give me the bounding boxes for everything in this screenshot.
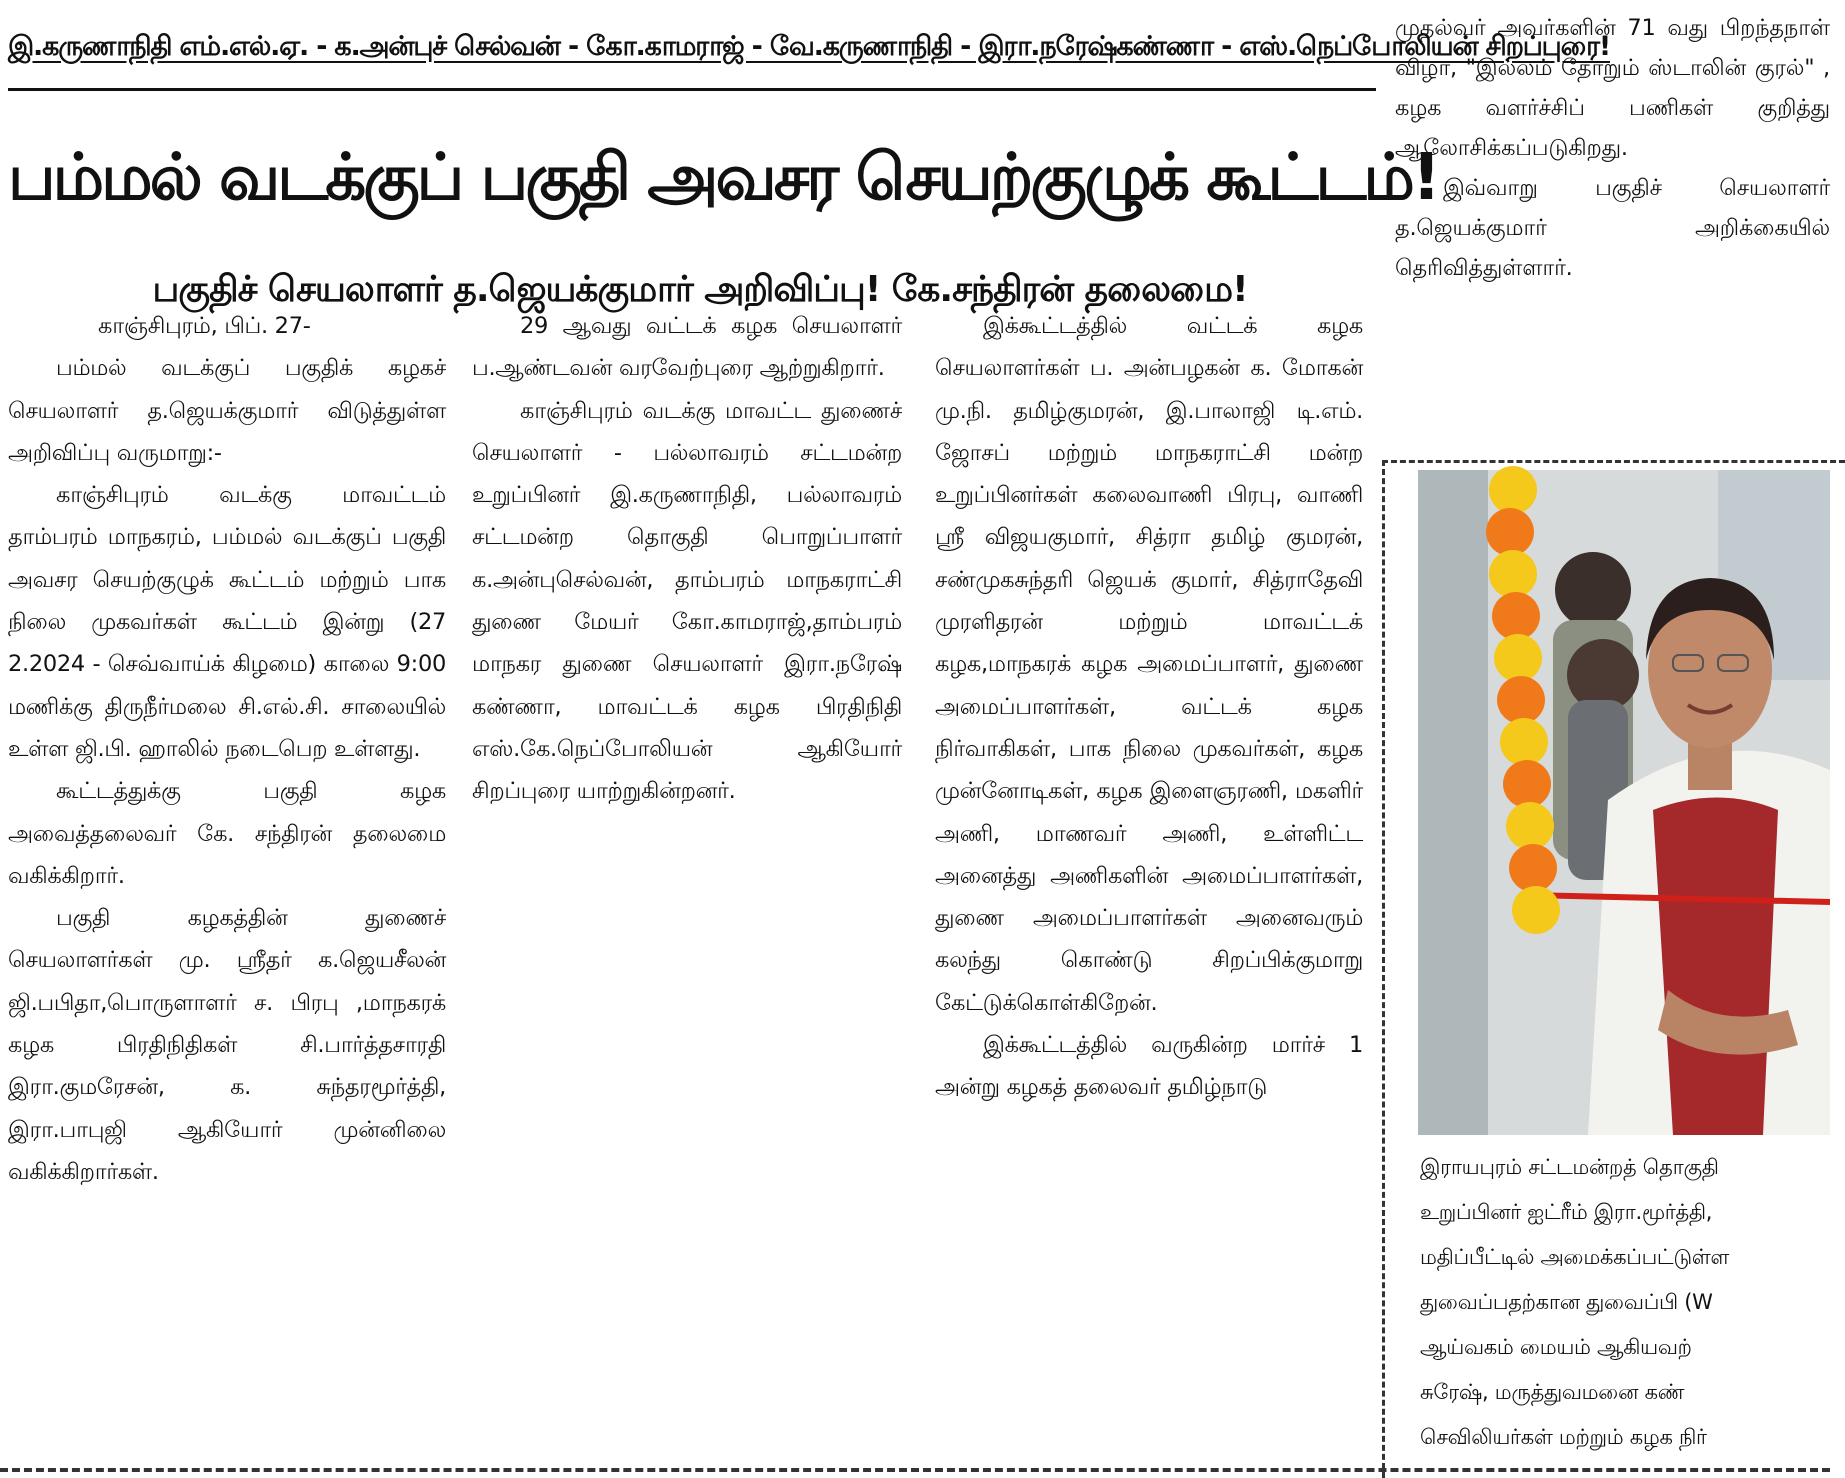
caption-line: இராயபுரம் சட்டமன்றத் தொகுதி bbox=[1420, 1155, 1719, 1179]
caption-line: மதிப்பீட்டில் அமைக்கப்பட்டுள்ள bbox=[1420, 1245, 1730, 1269]
sidebar-paragraph: இவ்வாறு பகுதிச் செயலாளர் த.ஜெயக்குமார் அறிக்கையில் தெரிவித்துள்ளார். bbox=[1395, 175, 1830, 281]
article-paragraph: பகுதி கழகத்தின் துணைச் செயலாளர்கள் மு. ஸ்ரீதர் க.ஜெயசீலன் ஜி.பபிதா,பொருளாளர் ச. பிரபு ,மாநகரக் கழக பிரதிநிதிகள் சி.பார்த்தசாரதி இரா.குமரேசன், க. சுந்தரமூர்த்தி, இரா.பாபுஜி ஆகியோர் முன்னிலை வகிக்கிறார்கள். bbox=[8, 905, 446, 1185]
photo-caption bbox=[1420, 1145, 1830, 1449]
article-paragraph: இக்கூட்டத்தில் வருகின்ற மார்ச் 1 அன்று கழகத் தலைவர் தமிழ்நாடு bbox=[935, 1032, 1363, 1101]
article-paragraph: காஞ்சிபுரம் வடக்கு மாவட்டம் தாம்பரம் மாநகரம், பம்மல் வடக்குப் பகுதி அவசர செயற்குழுக் கூட்டம் மற்றும் பாக நிலை முகவர்கள் கூட்டம் இன்று (27 2.2024 - செவ்வாய்க் கிழமை) காலை 9:00 மணிக்கு திருநீர்மலை சி.எல்.சி. சாலையில் உள்ள ஜி.பி. ஹாலில் நடைபெற உள்ளது. bbox=[8, 482, 446, 762]
article-paragraph: காஞ்சிபுரம் வடக்கு மாவட்ட துணைச் செயலாளர் - பல்லாவரம் சட்டமன்ற உறுப்பினர் இ.கருணாநிதி, பல்லாவரம் சட்டமன்ற தொகுதி பொறுப்பாளர் க.அன்புசெல்வன், தாம்பரம் மாநகராட்சி துணை மேயர் கோ.காமராஜ்,தாம்பரம் மாநகர துணை செயலாளர் இரா.நரேஷ் கண்ணா, மாவட்டக் கழக பிரதிநிதி எஸ்.கே.நெப்போலியன் ஆகியோர் சிறப்புரை யாற்றுகின்றனர். bbox=[472, 397, 902, 805]
sidebar-paragraph: முதல்வர் அவர்களின் 71 வது பிறந்தநாள் விழா, "இல்லம் தோறும் ஸ்டாலின் குரல்" , கழக வளர்ச்சிப் பணிகள் குறித்து ஆலோசிக்கப்படுகிறது. bbox=[1395, 15, 1830, 161]
door-frame bbox=[1418, 470, 1488, 1135]
saree bbox=[1653, 798, 1778, 1136]
kicker-rule bbox=[8, 88, 1376, 91]
article-column-1 bbox=[8, 305, 446, 1437]
caption-line: செவிலியர்கள் மற்றும் கழக நிர் bbox=[1420, 1425, 1707, 1449]
sidebar-article bbox=[1395, 8, 1830, 448]
kicker-line: இ.கருணாநிதி எம்.எல்.ஏ. - க.அன்புச் செல்வன் - கோ.காமராஜ் - வே.கருணாநிதி - இரா.நரேஷ்கண்ணா - எஸ்.நெப்போலியன் சிறப்புரை! bbox=[8, 31, 1610, 62]
caption-line: உறுப்பினர் ஐட்ரீம் இரா.மூர்த்தி, bbox=[1420, 1200, 1713, 1224]
news-photo bbox=[1418, 470, 1830, 1135]
article-paragraph: இக்கூட்டத்தில் வட்டக் கழக செயலாளர்கள் ப. அன்பழகன் க. மோகன் மு.நி. தமிழ்குமரன், இ.பாலாஜி டி.எம். ஜோசப் மற்றும் மாநகராட்சி மன்ற உறுப்பினர்கள் கலைவாணி பிரபு, வாணி ஸ்ரீ விஜயகுமார், சித்ரா தமிழ் குமரன், சண்முகசுந்தரி ஜெயக் குமார், சித்ராதேவி முரளிதரன் மற்றும் மாவட்டக் கழக,மாநகரக் கழக அமைப்பாளர், துணை அமைப்பாளர்கள், வட்டக் கழக நிர்வாகிகள், பாக நிலை முகவர்கள், கழக முன்னோடிகள், கழக இளைஞரணி, மகளிர் அணி, மாணவர் அணி, உள்ளிட்ட அனைத்து அணிகளின் அமைப்பாளர்கள், துணை அமைப்பாளர்கள் அனைவரும் கலந்து கொண்டு சிறப்பிக்குமாறு கேட்டுக்கொள்கிறேன். bbox=[935, 313, 1363, 1016]
bottom-dashed-rule bbox=[0, 1468, 1830, 1472]
article-paragraph: 29 ஆவது வட்டக் கழக செயலாளர் ப.ஆண்டவன் வரவேற்புரை ஆற்றுகிறார். bbox=[472, 313, 902, 382]
caption-line: துவைப்பதற்கான துவைப்பி (W bbox=[1420, 1290, 1713, 1314]
caption-line: சுரேஷ், மருத்துவமனை கண் bbox=[1420, 1380, 1685, 1404]
caption-line: ஆய்வகம் மையம் ஆகியவற் bbox=[1420, 1335, 1692, 1359]
headline: பம்மல் வடக்குப் பகுதி அவசர செயற்குழுக் கூட்டம்! bbox=[8, 141, 1439, 215]
article-paragraph: பம்மல் வடக்குப் பகுதிக் கழகச் செயலாளர் த.ஜெயக்குமார் விடுத்துள்ள அறிவிப்பு வருமாறு:- bbox=[8, 355, 446, 466]
dateline: காஞ்சிபுரம், பிப். 27- bbox=[98, 313, 311, 339]
bystander-head bbox=[1555, 552, 1631, 628]
article-column-3 bbox=[935, 305, 1363, 1437]
subheadline: பகுதிச் செயலாளர் த.ஜெயக்குமார் அறிவிப்பு! கே.சந்திரன் தலைமை! bbox=[152, 269, 1248, 310]
photo-illustration bbox=[1418, 470, 1830, 1135]
article-paragraph: கூட்டத்துக்கு பகுதி கழக அவைத்தலைவர் கே. சந்திரன் தலைமை வகிக்கிறார். bbox=[8, 778, 446, 889]
article-column-2 bbox=[472, 305, 902, 1437]
